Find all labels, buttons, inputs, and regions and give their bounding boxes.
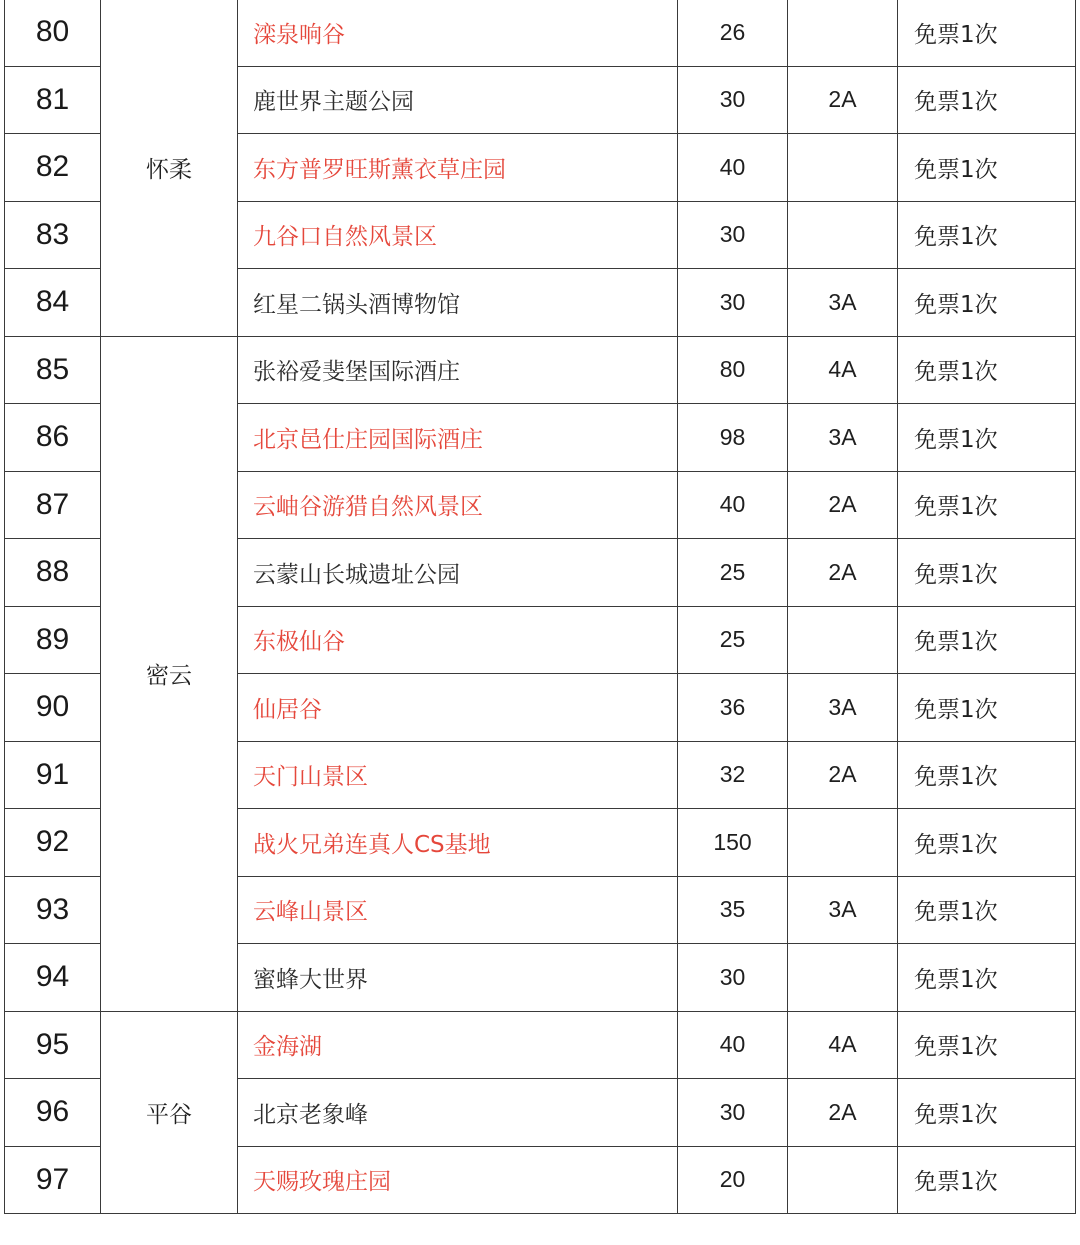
row-number: 85 (5, 336, 101, 404)
row-number: 89 (5, 606, 101, 674)
ticket-price: 35 (678, 876, 788, 944)
ticket-price: 40 (678, 471, 788, 539)
ticket-price: 32 (678, 741, 788, 809)
ticket-price: 40 (678, 134, 788, 202)
scenic-level (788, 606, 898, 674)
ticket-price: 98 (678, 404, 788, 472)
scenic-spot-name: 天门山景区 (238, 741, 678, 809)
scenic-level: 2A (788, 66, 898, 134)
table-row (5, 336, 1076, 404)
scenic-spot-name: 战火兄弟连真人CS基地 (238, 809, 678, 877)
free-ticket-note: 免票1次 (898, 1079, 1076, 1147)
row-number: 94 (5, 944, 101, 1012)
free-ticket-note: 免票1次 (898, 471, 1076, 539)
scenic-spot-name: 蜜蜂大世界 (238, 944, 678, 1012)
scenic-level: 3A (788, 674, 898, 742)
row-number: 93 (5, 876, 101, 944)
scenic-level: 3A (788, 876, 898, 944)
scenic-spot-name: 仙居谷 (238, 674, 678, 742)
ticket-price: 30 (678, 1079, 788, 1147)
ticket-price: 26 (678, 0, 788, 66)
free-ticket-note: 免票1次 (898, 66, 1076, 134)
ticket-price: 30 (678, 944, 788, 1012)
scenic-spot-name: 云峰山景区 (238, 876, 678, 944)
scenic-spot-name: 天赐玫瑰庄园 (238, 1146, 678, 1214)
row-number: 80 (5, 0, 101, 66)
scenic-level: 4A (788, 1011, 898, 1079)
row-number: 91 (5, 741, 101, 809)
ticket-price: 80 (678, 336, 788, 404)
scenic-level: 3A (788, 269, 898, 337)
free-ticket-note: 免票1次 (898, 404, 1076, 472)
scenic-spot-name: 九谷口自然风景区 (238, 201, 678, 269)
scenic-spot-name: 东极仙谷 (238, 606, 678, 674)
free-ticket-note: 免票1次 (898, 1146, 1076, 1214)
scenic-level (788, 809, 898, 877)
scenic-spot-name: 云蒙山长城遗址公园 (238, 539, 678, 607)
ticket-price: 25 (678, 539, 788, 607)
scenic-level: 2A (788, 741, 898, 809)
table-row (5, 1011, 1076, 1079)
ticket-price: 30 (678, 201, 788, 269)
ticket-price: 150 (678, 809, 788, 877)
ticket-price: 30 (678, 66, 788, 134)
row-number: 95 (5, 1011, 101, 1079)
free-ticket-note: 免票1次 (898, 606, 1076, 674)
row-number: 97 (5, 1146, 101, 1214)
scenic-spot-name: 红星二锅头酒博物馆 (238, 269, 678, 337)
free-ticket-note: 免票1次 (898, 269, 1076, 337)
row-number: 86 (5, 404, 101, 472)
scenic-level: 2A (788, 471, 898, 539)
scenic-level: 2A (788, 539, 898, 607)
scenic-level: 4A (788, 336, 898, 404)
scenic-spot-name: 张裕爱斐堡国际酒庄 (238, 336, 678, 404)
free-ticket-note: 免票1次 (898, 741, 1076, 809)
ticket-price: 30 (678, 269, 788, 337)
free-ticket-note: 免票1次 (898, 134, 1076, 202)
free-ticket-note: 免票1次 (898, 336, 1076, 404)
free-ticket-note: 免票1次 (898, 674, 1076, 742)
district-cell: 平谷 (101, 1011, 238, 1214)
scenic-level (788, 134, 898, 202)
scenic-spot-name: 云岫谷游猎自然风景区 (238, 471, 678, 539)
table-row (5, 0, 1076, 66)
scenic-spot-name: 东方普罗旺斯薰衣草庄园 (238, 134, 678, 202)
row-number: 90 (5, 674, 101, 742)
free-ticket-note: 免票1次 (898, 809, 1076, 877)
ticket-price: 20 (678, 1146, 788, 1214)
row-number: 88 (5, 539, 101, 607)
scenic-level (788, 1146, 898, 1214)
district-cell: 怀柔 (101, 0, 238, 336)
free-ticket-note: 免票1次 (898, 0, 1076, 66)
free-ticket-note: 免票1次 (898, 201, 1076, 269)
scenic-spot-name: 北京邑仕庄园国际酒庄 (238, 404, 678, 472)
scenic-level (788, 0, 898, 66)
scenic-spot-name: 金海湖 (238, 1011, 678, 1079)
row-number: 81 (5, 66, 101, 134)
scenic-level: 2A (788, 1079, 898, 1147)
row-number: 96 (5, 1079, 101, 1147)
table-body (5, 0, 1076, 1214)
free-ticket-note: 免票1次 (898, 876, 1076, 944)
row-number: 82 (5, 134, 101, 202)
scenic-spot-name: 北京老象峰 (238, 1079, 678, 1147)
row-number: 87 (5, 471, 101, 539)
free-ticket-note: 免票1次 (898, 1011, 1076, 1079)
free-ticket-note: 免票1次 (898, 539, 1076, 607)
scenic-level: 3A (788, 404, 898, 472)
scenic-level (788, 944, 898, 1012)
table (4, 0, 1076, 1214)
district-cell: 密云 (101, 336, 238, 1011)
free-ticket-note: 免票1次 (898, 944, 1076, 1012)
row-number: 84 (5, 269, 101, 337)
scenic-level (788, 201, 898, 269)
ticket-price: 36 (678, 674, 788, 742)
scenic-spot-name: 鹿世界主题公园 (238, 66, 678, 134)
row-number: 92 (5, 809, 101, 877)
ticket-price: 25 (678, 606, 788, 674)
row-number: 83 (5, 201, 101, 269)
scenic-spot-table (4, 0, 1075, 1242)
scenic-spot-name: 滦泉响谷 (238, 0, 678, 66)
ticket-price: 40 (678, 1011, 788, 1079)
